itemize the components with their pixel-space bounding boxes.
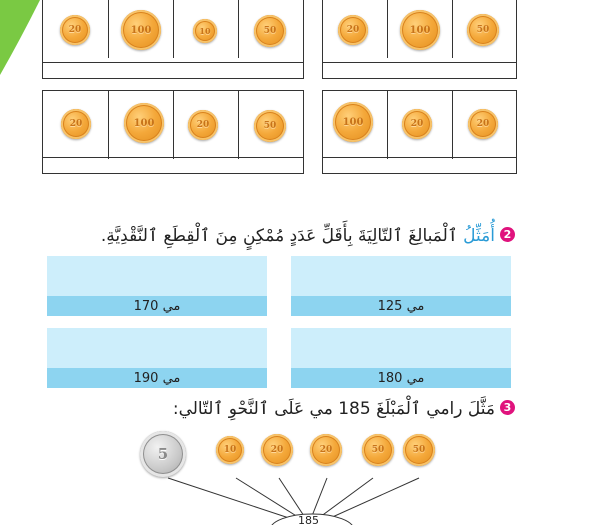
- coin: 20: [468, 109, 498, 139]
- coin: 100: [400, 10, 440, 50]
- coin: 50: [362, 434, 394, 466]
- coin: 10: [193, 19, 217, 43]
- coin: 20: [261, 434, 293, 466]
- coin: 100: [333, 102, 373, 142]
- total-amount-label: 185: [298, 514, 319, 527]
- question-3-text: مَثَّلَ رامي ٱلْمَبْلَغَ 185 مي عَلَى ٱلنَّحْوِ ٱلتّالي:: [172, 399, 495, 419]
- amount-label: 190 مي: [47, 368, 267, 388]
- question-3-number: 3: [500, 400, 515, 415]
- question-2-body: ٱلْمَبالِغَ ٱلتّالِيَةَ بِأَقَلِّ عَدَدٍ مُمْكِنٍ مِنَ ٱلْقِطَعِ ٱلنَّقْدِيَّةِ.: [100, 226, 458, 246]
- coin: 100: [124, 103, 164, 143]
- coin: 20: [61, 109, 91, 139]
- question-2-number: 2: [500, 227, 515, 242]
- coin: 50: [254, 15, 286, 47]
- question-2-highlight: أُمَثِّلُ: [463, 226, 495, 246]
- coin: 50: [403, 434, 435, 466]
- amount-label: 170 مي: [47, 296, 267, 316]
- coin: 50: [467, 14, 499, 46]
- coin: 20: [60, 15, 90, 45]
- amount-label: 125 مي: [291, 296, 511, 316]
- silver-coin: 5: [140, 431, 186, 477]
- coin: 20: [310, 434, 342, 466]
- coin: 20: [188, 110, 218, 140]
- coin: 20: [338, 15, 368, 45]
- amount-label: 180 مي: [291, 368, 511, 388]
- coin: 10: [216, 436, 244, 464]
- coin: 50: [254, 110, 286, 142]
- coin: 100: [121, 10, 161, 50]
- coin: 20: [402, 109, 432, 139]
